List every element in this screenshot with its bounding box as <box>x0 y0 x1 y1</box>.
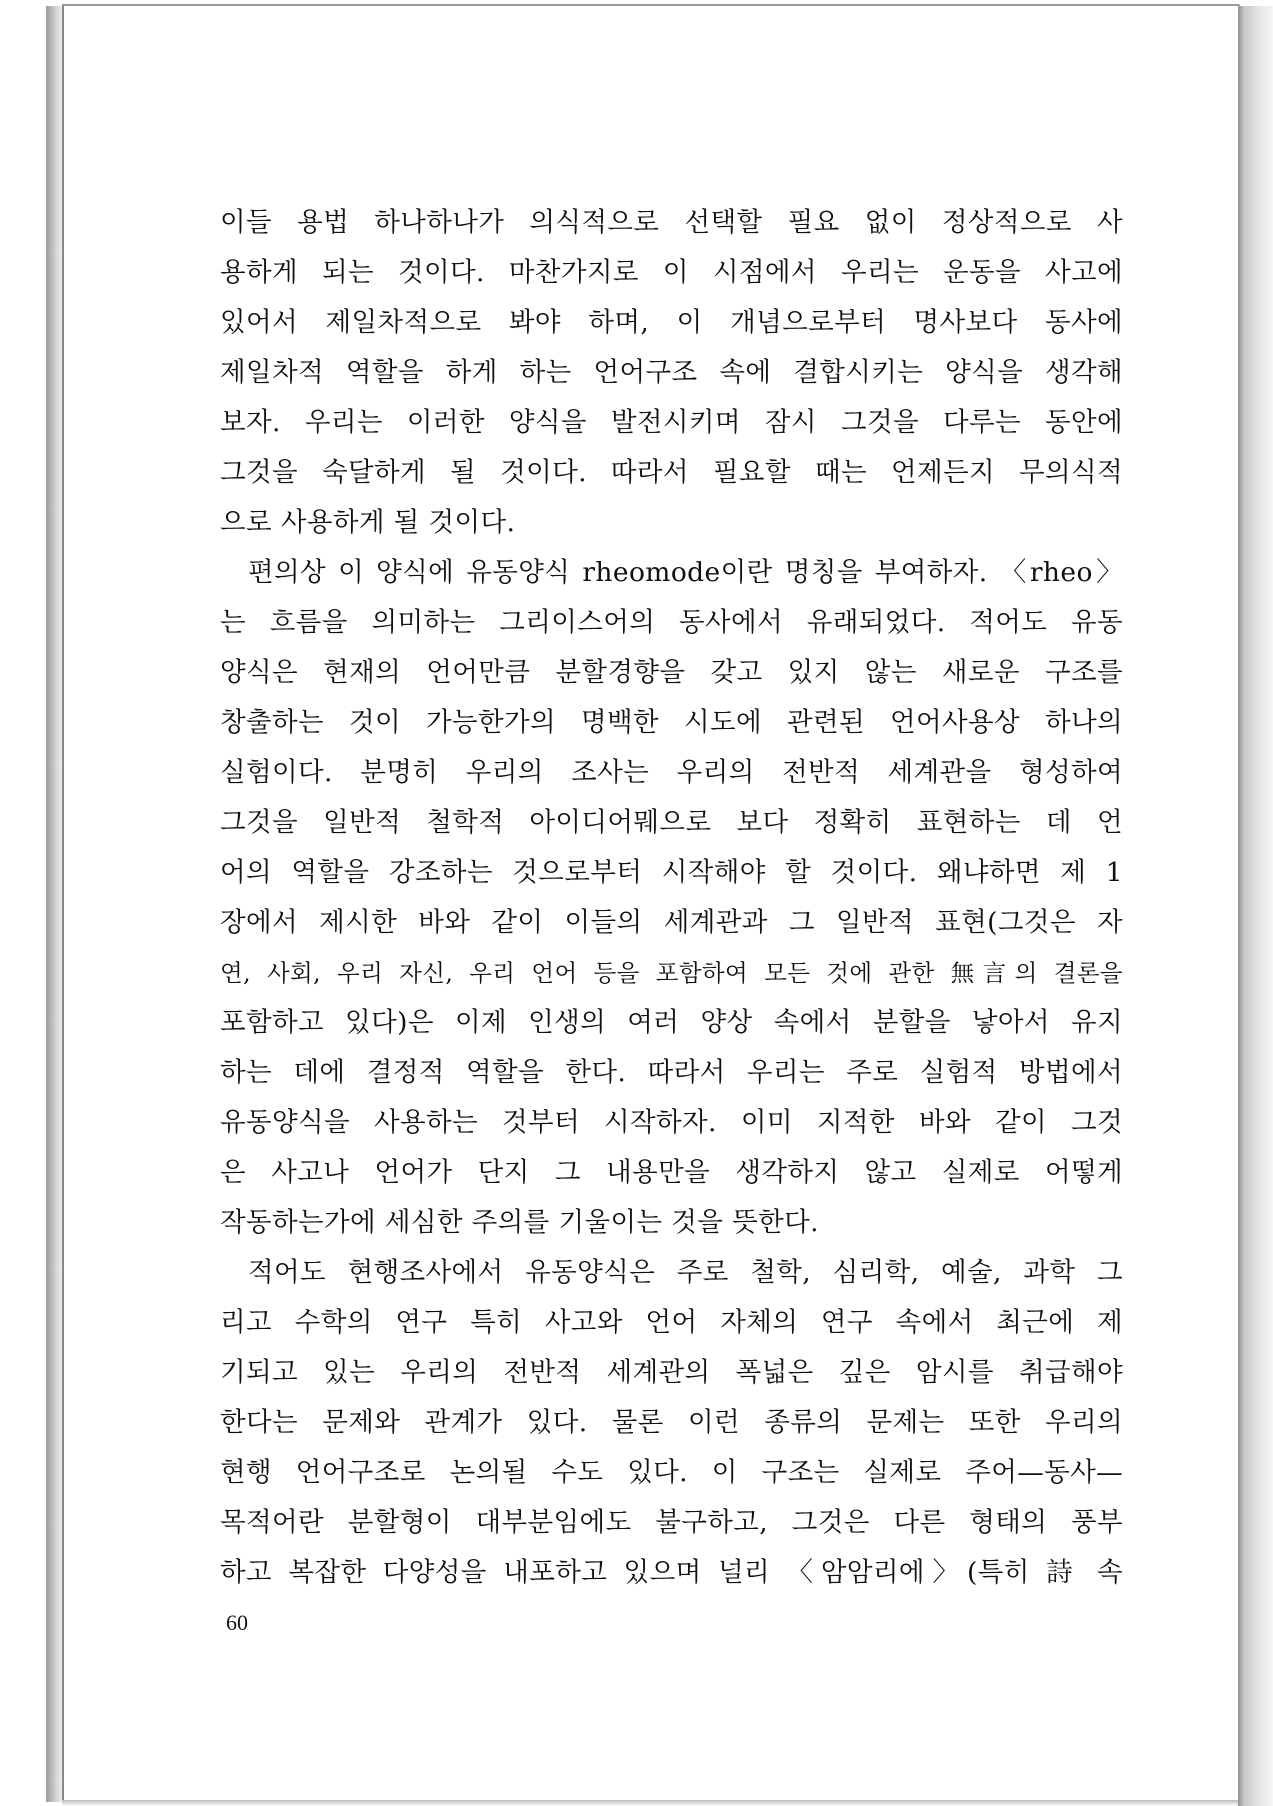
text-line: 창출하는 것이 가능한가의 명백한 시도에 관련된 언어사용상 하나의 <box>220 707 1123 738</box>
paragraph-start: 적어도 현행조사에서 유동양식은 주로 철학, 심리학, 예술, 과학 그 <box>248 1257 1123 1288</box>
text-line: 보자. 우리는 이러한 양식을 발전시키며 잠시 그것을 다루는 동안에 <box>220 407 1123 438</box>
text-line: 그것을 숙달하게 될 것이다. 따라서 필요할 때는 언제든지 무의식적 <box>220 457 1123 488</box>
text-line: 한다는 문제와 관계가 있다. 물론 이런 종류의 문제는 또한 우리의 <box>220 1407 1123 1438</box>
text-line: 유동양식을 사용하는 것부터 시작하자. 이미 지적한 바와 같이 그것 <box>220 1107 1123 1138</box>
text-line: 하고 복잡한 다양성을 내포하고 있으며 널리 〈암암리에〉(특히 詩 속 <box>220 1557 1123 1588</box>
text-line: 작동하는가에 세심한 주의를 기울이는 것을 뜻한다. <box>220 1207 819 1238</box>
text-line: 연, 사회, 우리 자신, 우리 언어 등을 포함하여 모든 것에 관한 無言의 결론을 <box>220 959 1123 987</box>
text-line: 은 사고나 언어가 단지 그 내용만을 생각하지 않고 실제로 어떻게 <box>220 1157 1123 1188</box>
text-line: 하는 데에 결정적 역할을 한다. 따라서 우리는 주로 실험적 방법에서 <box>220 1057 1123 1088</box>
page-edge-right <box>1238 6 1273 1806</box>
text-line: 현행 언어구조로 논의될 수도 있다. 이 구조는 실제로 주어—동사— <box>220 1457 1123 1488</box>
text-line: 용하게 되는 것이다. 마찬가지로 이 시점에서 우리는 운동을 사고에 <box>220 257 1123 288</box>
text-line: 기되고 있는 우리의 전반적 세계관의 폭넓은 깊은 암시를 취급해야 <box>220 1357 1123 1388</box>
text-line: 이들 용법 하나하나가 의식적으로 선택할 필요 없이 정상적으로 사 <box>220 207 1123 238</box>
text-line: 제일차적 역할을 하게 하는 언어구조 속에 결합시키는 양식을 생각해 <box>220 357 1123 388</box>
text-line: 양식은 현재의 언어만큼 분할경향을 갖고 있지 않는 새로운 구조를 <box>220 657 1123 688</box>
text-line: 포함하고 있다)은 이제 인생의 여러 양상 속에서 분할을 낳아서 유지 <box>220 1007 1123 1038</box>
page-number: 60 <box>226 1610 248 1635</box>
page-edge-bottom <box>62 1800 1238 1806</box>
text-line: 목적어란 분할형이 대부분임에도 불구하고, 그것은 다른 형태의 풍부 <box>220 1507 1123 1538</box>
text-line: 그것을 일반적 철학적 아이디어뭬으로 보다 정확히 표현하는 데 언 <box>220 807 1123 838</box>
text-line: 리고 수학의 연구 특히 사고와 언어 자체의 연구 속에서 최근에 제 <box>220 1307 1123 1338</box>
body-text <box>220 198 1123 1598</box>
text-line: 으로 사용하게 될 것이다. <box>220 507 516 538</box>
text-line: 장에서 제시한 바와 같이 이들의 세계관과 그 일반적 표현(그것은 자 <box>220 907 1123 938</box>
paragraph-start: 편의상 이 양식에 유동양식 rheomode이란 명칭을 부여하자. 〈rheo〉 <box>248 557 1123 588</box>
text-line: 있어서 제일차적으로 봐야 하며, 이 개념으로부터 명사보다 동사에 <box>220 307 1123 338</box>
text-line: 어의 역할을 강조하는 것으로부터 시작해야 할 것이다. 왜냐하면 제 1 <box>220 857 1123 888</box>
text-line: 는 흐름을 의미하는 그리이스어의 동사에서 유래되었다. 적어도 유동 <box>220 607 1123 638</box>
text-line: 실험이다. 분명히 우리의 조사는 우리의 전반적 세계관을 형성하여 <box>220 757 1123 788</box>
